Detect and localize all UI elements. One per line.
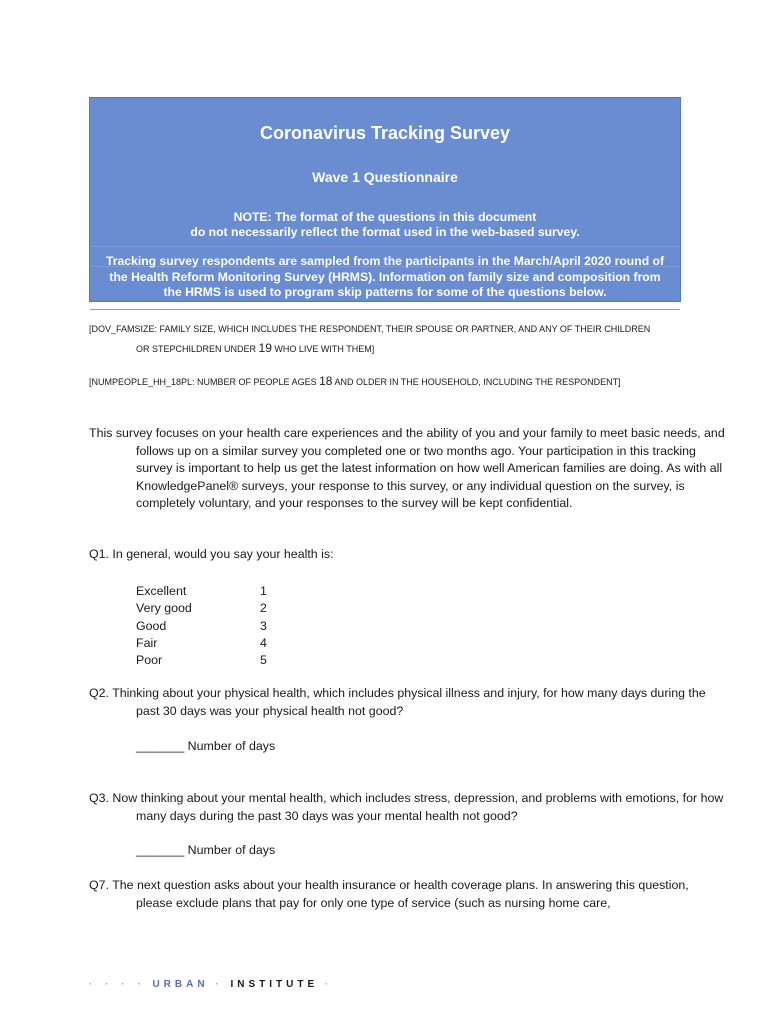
logo-urban: URBAN: [152, 979, 209, 990]
option-code: 4: [260, 635, 267, 650]
option-label: Very good: [136, 601, 192, 616]
numpeople-text: [NUMPEOPLE_HH_18PL: NUMBER OF PEOPLE AGES: [89, 377, 320, 387]
format-note-line: NOTE: The format of the questions in this document: [233, 210, 537, 224]
format-note: [90, 210, 680, 240]
header-banner: [89, 97, 681, 302]
option-code: 5: [260, 653, 267, 668]
famsize-line: [DOV_FAMSIZE: FAMILY SIZE, WHICH INCLUDES THE RESPONDENT, THEIR SPOUSE OR PARTNER, AND ANY OF THEIR CHILDREN: [89, 324, 651, 334]
option-label: Good: [136, 618, 167, 633]
logo-institute: INSTITUTE: [230, 979, 319, 990]
option-row[interactable]: [136, 652, 267, 669]
option-label: Fair: [136, 635, 158, 650]
option-label: Excellent: [136, 584, 187, 598]
sampling-note-line: the Health Reform Monitoring Survey (HRMS). Information on family size and composition from: [109, 269, 661, 284]
famsize-text: OR STEPCHILDREN UNDER: [136, 344, 259, 354]
question-q7: Q7. The next question asks about your health insurance or health coverage plans. In answering this question, please exclude plans that pay for only one type of service (such as nursing home care,: [89, 878, 689, 910]
option-row[interactable]: [136, 600, 267, 617]
famsize-text: WHO LIVE WITH THEM]: [271, 344, 375, 354]
urban-institute-logo: [89, 979, 333, 990]
logo-end-dot: ·: [324, 979, 334, 990]
sampling-note-line: the HRMS is used to program skip patterns for some of the questions below.: [163, 285, 607, 299]
format-note-line: do not necessarily reflect the format used in the web-based survey.: [190, 225, 580, 239]
option-code: 3: [260, 618, 267, 633]
question-q3: Q3. Now thinking about your mental health, which includes stress, depression, and problems with emotions, for how many days during the past 30 days was your mental health not good?: [89, 791, 724, 823]
logo-separator: ·: [215, 979, 224, 990]
sampling-note-line: Tracking survey respondents are sampled from the participants in the March/April 2020 round of: [105, 254, 665, 268]
question-q2: Q2. Thinking about your physical health, which includes physical illness and injury, for how many days during the past 30 days was your physical health not good?: [89, 686, 706, 718]
famsize-number: 19: [258, 341, 272, 355]
option-code: 2: [260, 601, 267, 616]
option-code: 1: [260, 584, 267, 598]
famsize-line-continued: [89, 339, 689, 359]
page-title: Coronavirus Tracking Survey: [259, 123, 511, 143]
banner-rule: [90, 309, 680, 310]
variable-famsize: [89, 320, 689, 359]
page-subtitle: Wave 1 Questionnaire: [312, 169, 458, 185]
numpeople-number: 18: [319, 374, 333, 388]
option-row[interactable]: [136, 583, 267, 600]
q2-answer-field[interactable]: _______ Number of days: [136, 739, 276, 753]
logo-dots: · · · ·: [89, 979, 146, 990]
option-label: Poor: [136, 653, 163, 668]
banner-rule: [90, 246, 680, 247]
intro-paragraph: This survey focuses on your health care experiences and the ability of you and your family to meet basic needs, and follows up on a similar survey you completed one or two months ago. Your participation in this tracking survey is important to help us get the latest information on how well American families are doing. As with all KnowledgePanel® surveys, your response to this survey, or any individual question on the survey, is completely voluntary, and your responses to the survey will be kept confidential.: [89, 426, 725, 510]
question-q1: Q1. In general, would you say your health is:: [89, 547, 334, 561]
numpeople-text: AND OLDER IN THE HOUSEHOLD, INCLUDING THE RESPONDENT]: [332, 377, 621, 387]
q3-answer-field[interactable]: _______ Number of days: [136, 843, 276, 857]
sampling-note: [96, 254, 674, 301]
option-row[interactable]: [136, 618, 267, 635]
variable-numpeople: [89, 372, 689, 392]
q1-options: [136, 583, 267, 669]
option-row[interactable]: [136, 635, 267, 652]
